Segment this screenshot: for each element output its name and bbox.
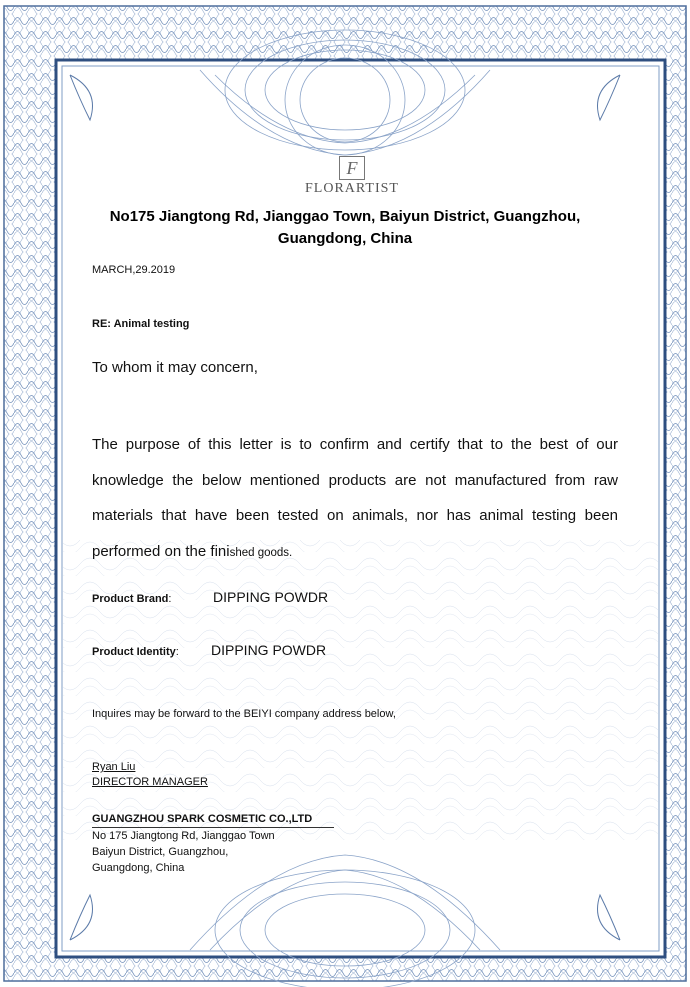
signer-name: Ryan Liu xyxy=(92,761,136,773)
product-identity-row xyxy=(92,642,327,658)
signature-block xyxy=(92,760,208,790)
company-block xyxy=(92,811,334,876)
logo-letter: F xyxy=(339,156,365,180)
letter-date: MARCH,29.2019 xyxy=(92,264,176,276)
company-address-line1: No 175 Jiangtong Rd, Jianggao Town xyxy=(92,830,275,842)
product-identity-value: DIPPING POWDR xyxy=(211,642,327,658)
product-brand-colon: : xyxy=(168,593,172,605)
letterhead-address-line2: Guangdong, China xyxy=(277,230,413,247)
letter-subject: RE: Animal testing xyxy=(92,318,190,330)
product-identity-label: Product Identity xyxy=(92,646,176,658)
greeting: To whom it may concern, xyxy=(92,359,258,376)
inquire-note: Inquires may be forward to the BEIYI company address below, xyxy=(92,708,396,720)
letter-body xyxy=(92,427,618,571)
company-name: GUANGZHOU SPARK COSMETIC CO.,LTD xyxy=(92,811,334,828)
body-main: The purpose of this letter is to confirm and certify that to the best of our knowledge the below mentioned products are not manufactured from raw materials that have been tested on animals, nor has animal testing been performed on the fini xyxy=(92,436,618,560)
letterhead-address xyxy=(80,206,610,250)
signer-title: DIRECTOR MANAGER xyxy=(92,776,208,788)
letterhead-address-line1: No175 Jiangtong Rd, Jianggao Town, Baiyun District, Guangzhou, xyxy=(109,208,581,225)
florartist-logo xyxy=(302,156,402,197)
product-brand-value: DIPPING POWDR xyxy=(213,589,329,605)
body-tail: shed goods. xyxy=(229,546,293,559)
logo-name: FLORARTIST xyxy=(305,181,399,196)
product-identity-colon: : xyxy=(175,646,179,658)
company-address-line2: Baiyun District, Guangzhou, xyxy=(92,846,229,858)
product-brand-label: Product Brand xyxy=(92,593,169,605)
company-address-line3: Guangdong, China xyxy=(92,862,185,874)
product-brand-row xyxy=(92,589,329,605)
